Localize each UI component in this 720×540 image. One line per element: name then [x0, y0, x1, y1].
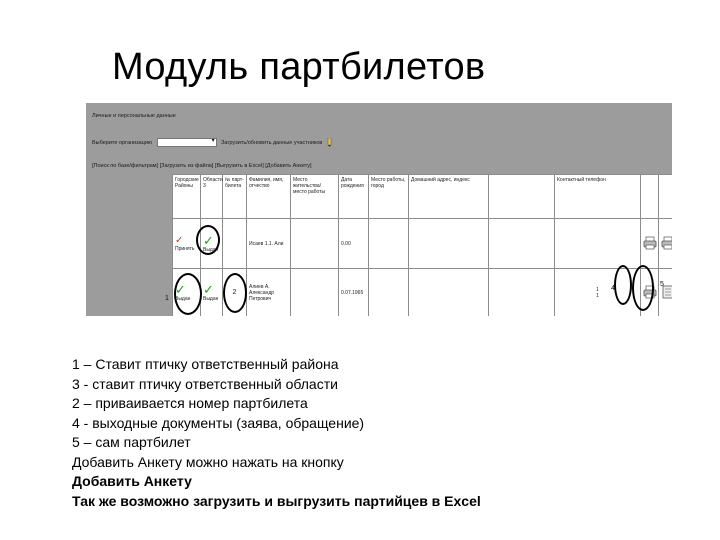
- phone-cell: [555, 219, 641, 269]
- partbilet-cell[interactable]: [659, 269, 673, 317]
- region-cell[interactable]: [201, 269, 223, 317]
- phone-line: 1: [596, 286, 599, 293]
- callout-4: 4: [611, 285, 615, 292]
- app-screenshot: [86, 103, 672, 316]
- header-cell: Место жительства/ место работы: [291, 175, 339, 219]
- address-cell: [291, 269, 339, 317]
- work-cell: [369, 219, 409, 269]
- table-row[interactable]: [173, 219, 673, 269]
- highlight-ring: [614, 265, 632, 305]
- header-cell: Фамилия, имя, отчество: [247, 175, 291, 219]
- header-cell: Городские Районы: [173, 175, 201, 219]
- home-cell: [409, 269, 489, 317]
- ticket-cell: [223, 219, 247, 269]
- pencil-icon[interactable]: [326, 138, 333, 147]
- notes-block: [72, 355, 632, 511]
- check-icon: ✓: [175, 282, 186, 297]
- organization-select[interactable]: [157, 138, 217, 147]
- date-cell: 0.07.1965: [339, 269, 369, 317]
- check-icon: ✓: [203, 282, 214, 297]
- table-header-row: [173, 175, 673, 219]
- date-cell: 0.00: [339, 219, 369, 269]
- partbilet-cell[interactable]: [659, 219, 673, 269]
- header-cell: Области 3: [201, 175, 223, 219]
- highlight-ring: [632, 265, 654, 311]
- region-label: Выдан: [203, 296, 219, 302]
- note-line: 2 – приваивается номер партбилета: [72, 395, 308, 411]
- name-cell: Алиев А. Александр Петрович: [247, 269, 291, 317]
- note-line-bold: Добавить Анкету: [72, 473, 192, 489]
- extra-cell: [489, 219, 555, 269]
- header-cell: [489, 175, 555, 219]
- partbilet-table: [172, 174, 672, 316]
- screenshot-header-line: Личные и персональные данные: [92, 113, 176, 119]
- filter-hint: Загрузить/обновить данные участников: [221, 139, 323, 146]
- home-cell: [409, 219, 489, 269]
- extra-cell: [489, 269, 555, 317]
- documents-cell[interactable]: [641, 219, 659, 269]
- name-cell: Исаев 1.1. Али: [247, 219, 291, 269]
- printer-icon[interactable]: [643, 236, 657, 250]
- filter-label: Выберите организацию: [92, 139, 153, 146]
- note-line: 4 - выходные документы (заява, обращение): [72, 414, 365, 431]
- district-label: Выдан: [175, 296, 191, 302]
- region-label: Выдан: [203, 247, 219, 253]
- phone-line: 1: [596, 292, 599, 299]
- header-cell: Место работы, город: [369, 175, 409, 219]
- note-line: 5 – сам партбилет: [72, 434, 191, 450]
- callout-5: 5: [660, 281, 664, 288]
- printer-icon[interactable]: [661, 236, 672, 250]
- filter-row: [92, 138, 333, 147]
- highlight-ring: [196, 225, 220, 255]
- highlight-ring: [174, 273, 202, 315]
- header-cell: [659, 175, 673, 219]
- check-icon: ✓: [203, 233, 214, 248]
- note-line: Добавить Анкету можно нажать на кнопку: [72, 453, 344, 470]
- address-cell: [291, 219, 339, 269]
- search-toolbar[interactable]: [Поиск по базе/фильтрам] [Загрузить из файла] [Выгрузить в Excel] [Добавить Анкету]: [92, 163, 312, 169]
- note-line: 1 – Ставит птичку ответственный района: [72, 356, 339, 372]
- header-cell: Дата рождения: [339, 175, 369, 219]
- header-cell: [641, 175, 659, 219]
- work-cell: [369, 269, 409, 317]
- slide-title: Модуль партбилетов: [112, 46, 486, 88]
- header-cell: Контактный телефон: [555, 175, 641, 219]
- ticket-number-cell: 2: [223, 269, 247, 317]
- header-cell: Домашний адрес, индекс: [409, 175, 489, 219]
- header-cell: № парт-билета: [223, 175, 247, 219]
- table-row[interactable]: [173, 269, 673, 317]
- tick-icon: ✓: [175, 235, 184, 246]
- note-line: 3 - ставит птичку ответственный области: [72, 375, 338, 392]
- district-label: Принять: [175, 246, 195, 252]
- note-line-bold: Так же возможно загрузить и выгрузить партийцев в Excel: [72, 492, 481, 509]
- callout-1: 1: [165, 295, 169, 302]
- highlight-ring: [223, 273, 247, 313]
